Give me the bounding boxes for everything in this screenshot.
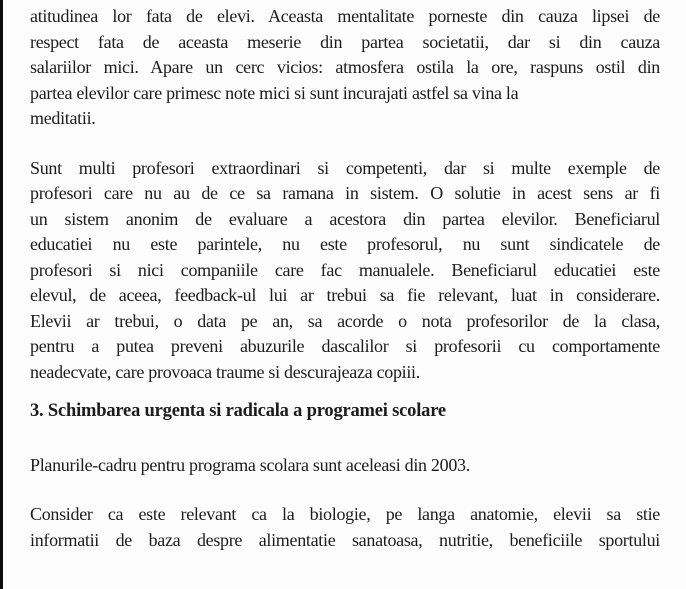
text-line: educatiei nu este parintele, nu este profesorul, nu sunt sindicatele de [30,234,660,254]
text-line: neadecvate, care provoaca traume si descurajeaza copiii. [30,361,420,382]
text-line: Sunt multi profesori extraordinari si competenti, dar si multe exemple de [30,157,660,178]
text-line: elevul, de aceea, feedback-ul lui ar trebui sa fie relevant, luat in considerare. [30,285,660,305]
text-line: Consider ca este relevant ca la biologie, pe langa anatomie, elevii sa stie [30,504,660,524]
paragraph-3 [30,453,660,479]
text-line: profesori si nici companiile care fac manualele. Beneficiarul educatiei este [30,259,660,280]
text-line: Elevii ar trebui, o data pe an, sa acorde o nota profesorilor de la clasa, [30,310,660,331]
text-line: pentru a putea preveni abuzurile dascalilor si profesorii cu comportamente [30,336,660,356]
paragraph-4 [30,502,660,553]
text-line: salariilor mici. Apare un cerc vicios: atmosfera ostila la ore, raspuns ostil din [30,57,660,77]
paragraph-1 [30,4,660,132]
text-line: Planurile-cadru pentru programa scolara sunt aceleasi din 2003. [30,454,470,475]
text-line: respect fata de aceasta meserie din partea societatii, dar si din cauza [30,31,660,52]
paragraph-2 [30,156,660,386]
text-line: profesori care nu au de ce sa ramana in sistem. O solutie in acest sens ar fi [30,183,660,203]
text-line: un sistem anonim de evaluare a acestora din partea elevilor. Beneficiarul [30,208,660,229]
text-line: meditatii. [30,108,96,128]
section-heading: 3. Schimbarea urgenta si radicala a programei scolare [30,401,446,421]
text-line: atitudinea lor fata de elevi. Aceasta mentalitate porneste din cauza lipsei de [30,6,660,26]
page-content [3,0,686,553]
text-line: partea elevilor care primesc note mici si sunt incurajati astfel sa vina la [30,82,519,103]
text-line: informatii de baza despre alimentatie sanatoasa, nutritie, beneficiile sportului [30,529,660,550]
